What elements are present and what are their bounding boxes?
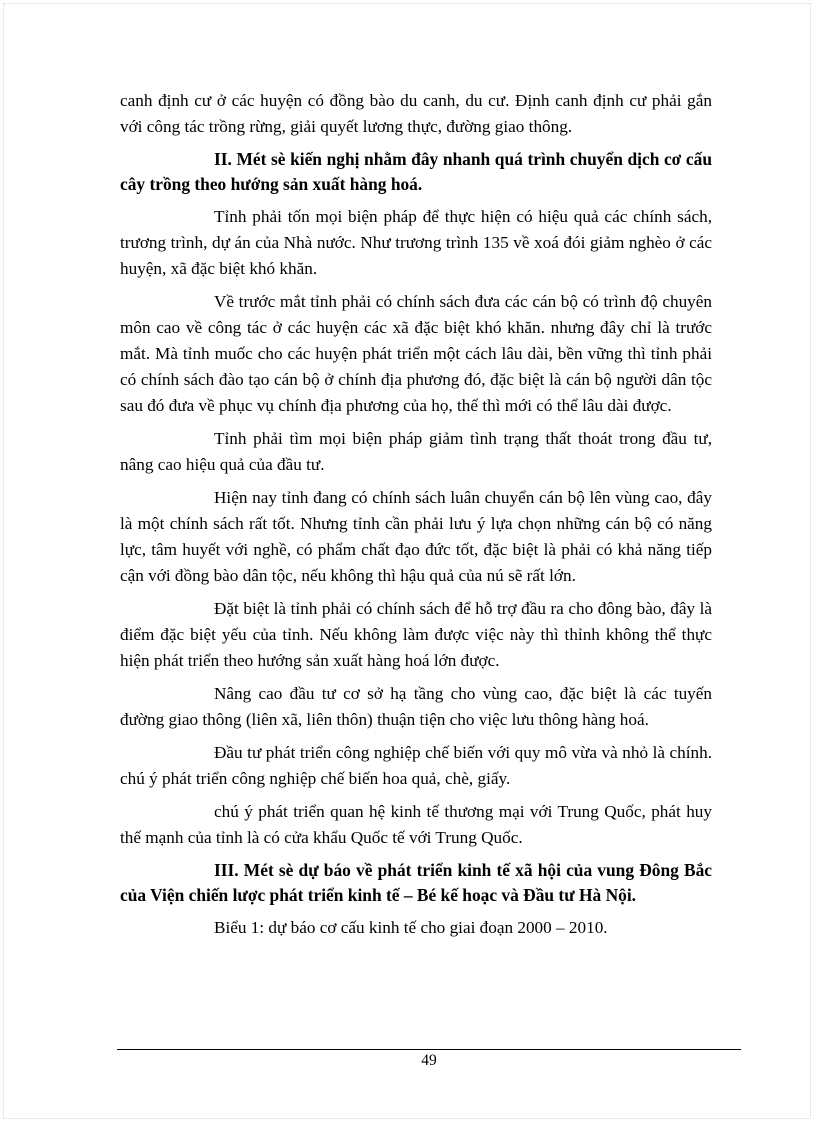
paragraph: Tỉnh phải tìm mọi biện pháp giảm tình trạng thất thoát trong đầu tư, nâng cao hiệu quả của đầu tư.	[120, 429, 712, 474]
paragraph-continuation: canh định cư ở các huyện có đồng bào du canh, du cư. Định canh định cư phải gắn với công tác trồng rừng, giải quyết lương thực, đường giao thông.	[120, 91, 712, 136]
section-heading-ii: II. Mét sè kiến nghị nhằm đây nhanh quá trình chuyển dịch cơ cấu cây trồng theo hướng sản xuất hàng hoá.	[120, 149, 712, 194]
paragraph: Đầu tư phát triển công nghiệp chế biến với quy mô vừa và nhỏ là chính. chú ý phát triển công nghiệp chế biến hoa quả, chè, giấy.	[120, 743, 712, 788]
footer-divider	[117, 1049, 741, 1050]
paragraph: chú ý phát triển quan hệ kinh tế thương mại với Trung Quốc, phát huy thế mạnh của tỉnh là có cửa khẩu Quốc tế với Trung Quốc.	[120, 802, 712, 847]
paragraph: Nâng cao đầu tư cơ sở hạ tầng cho vùng cao, đặc biệt là các tuyến đường giao thông (liên xã, liên thôn) thuận tiện cho việc lưu thông hàng hoá.	[120, 684, 712, 729]
paragraph: Tỉnh phải tốn mọi biện pháp để thực hiện có hiệu quả các chính sách, trương trình, dự án của Nhà nước. Như trương trình 135 về xoá đói giảm nghèo ở các huyện, xã đặc biệt khó khăn.	[120, 207, 712, 278]
table-caption: Biểu 1: dự báo cơ cấu kinh tế cho giai đoạn 2000 – 2010.	[214, 918, 608, 937]
section-heading-iii: III. Mét sè dự báo về phát triển kinh tế xã hội của vung Đông Bắc của Viện chiến lược phát triển kinh tế – Bé kế hoạc và Đầu tư Hà Nội.	[120, 860, 712, 905]
document-body	[120, 88, 712, 941]
paragraph: Đặt biệt là tỉnh phải có chính sách để hỗ trợ đầu ra cho đông bào, đây là điểm đặc biệt yếu của tỉnh. Nếu không làm được việc này thì thỉnh không thể thực hiện phát triển theo hướng sản xuất hàng hoá lớn được.	[120, 599, 712, 670]
paragraph: Về trước mắt tỉnh phải có chính sách đưa các cán bộ có trình độ chuyên môn cao về công tác ở các huyện các xã đặc biệt khó khăn. nhưng đây chỉ là trước mắt. Mà tỉnh muốc cho các huyện phát triển một cách lâu dài, bền vững thì tỉnh phải có chính sách đào tạo cán bộ ở chính địa phương đó, đặc biệt là cán bộ người dân tộc sau đó đưa về phục vụ chính địa phương của họ, thế thì mới có thể lâu dài được.	[120, 292, 712, 415]
page-number: 49	[421, 1052, 437, 1069]
paragraph: Hiện nay tỉnh đang có chính sách luân chuyển cán bộ lên vùng cao, đây là một chính sách rất tốt. Nhưng tỉnh cần phải lưu ý lựa chọn những cán bộ có năng lực, tâm huyết với nghề, có phẩm chất đạo đức tốt, đặc biệt là phải có khả năng tiếp cận với đồng bào dân tộc, nếu không thì hậu quả của nú sẽ rất lớn.	[120, 488, 712, 585]
